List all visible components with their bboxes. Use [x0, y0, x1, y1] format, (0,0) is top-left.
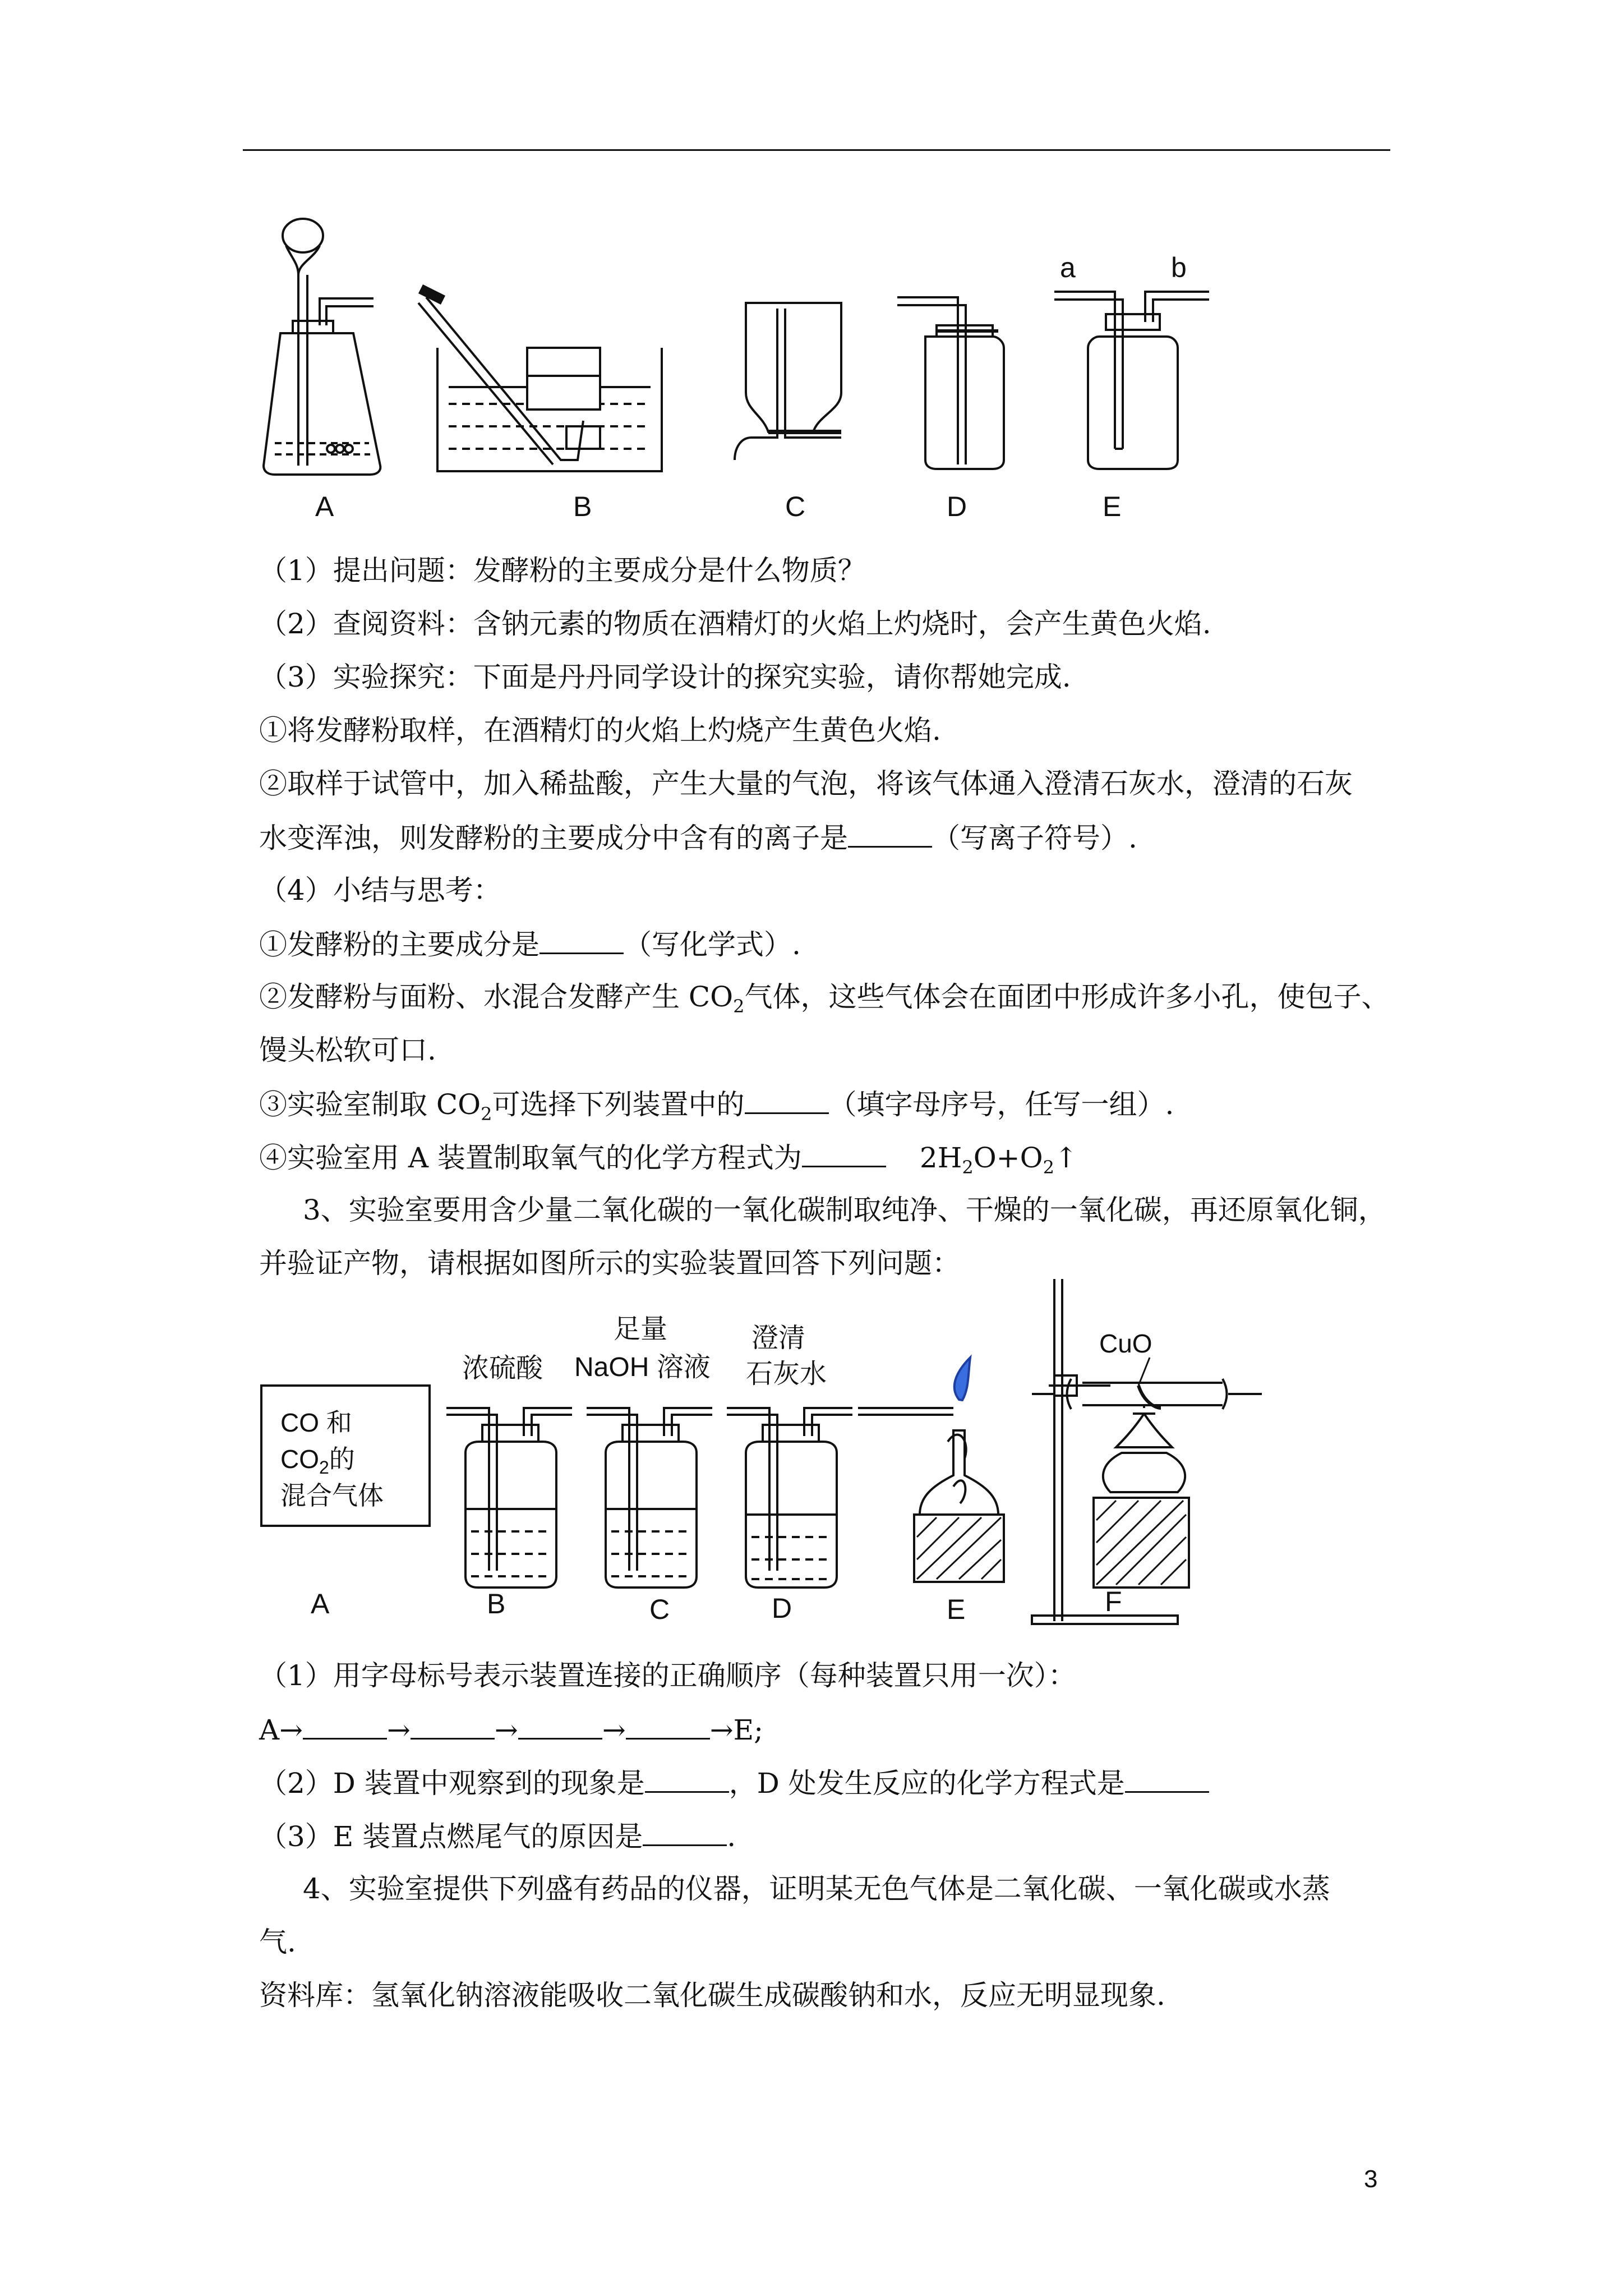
fig1-port-b: b — [1171, 252, 1187, 283]
gas-box-line-1: CO 和 — [280, 1408, 352, 1437]
apparatus-d-gas-bottle — [897, 297, 1004, 469]
gas-box-line-2: $CO_2$的 — [280, 1444, 355, 1478]
answer-blank-equation[interactable] — [802, 1139, 886, 1167]
fig1-label-b: B — [573, 491, 592, 522]
q2-line-4: ①将发酵粉取样，在酒精灯的火焰上灼烧产生黄色火焰. — [259, 714, 941, 747]
q2-line-2: （2）查阅资料：含钠元素的物质在酒精灯的火焰上灼烧时，会产生黄色火焰. — [259, 608, 1211, 640]
q2-line-5: ②取样于试管中，加入稀盐酸，产生大量的气泡，将该气体通入澄清石灰水，澄清的石灰 — [259, 767, 1353, 800]
q3-line-1: （1）用字母标号表示装置连接的正确顺序（每种装置只用一次）： — [259, 1659, 1076, 1692]
fig2-label-d: D — [772, 1593, 792, 1624]
q2-line-3: （3）实验探究：下面是丹丹同学设计的探究实验，请你帮她完成. — [259, 661, 1071, 693]
answer-blank-seq-1[interactable] — [303, 1711, 387, 1740]
q2-line-8: ①发酵粉的主要成分是 （写化学式）. — [259, 926, 1403, 963]
fig1-label-a: A — [315, 491, 334, 522]
fig1-label-e: E — [1103, 491, 1122, 522]
gas-box-line-3: 混合气体 — [280, 1481, 384, 1510]
page-number: 3 — [1364, 2165, 1378, 2193]
q3-intro-1: 3、实验室要用含少量二氧化碳的一氧化碳制取纯净、干燥的一氧化碳，再还原氧化铜， — [303, 1194, 1386, 1226]
q2-line-6: 水变浑浊，则发酵粉的主要成分中含有的离子是 （写离子符号）. — [259, 819, 1403, 856]
reagent-label-d-2: 石灰水 — [746, 1359, 827, 1389]
q3-intro-2: 并验证产物，请根据如图所示的实验装置回答下列问题： — [259, 1247, 960, 1280]
apparatus-e-burner — [858, 1358, 1004, 1582]
bottle-d-limewater — [727, 1408, 852, 1588]
fig1-label-d: D — [947, 491, 967, 522]
answer-blank-formula[interactable] — [540, 926, 624, 954]
apparatus-c-inverted-bottle — [735, 303, 841, 460]
q4-intro-2: 气. — [259, 1926, 296, 1958]
q4-intro-1: 4、实验室提供下列盛有药品的仪器，证明某无色气体是二氧化碳、一氧化碳或水蒸 — [303, 1872, 1330, 1905]
q4-info: 资料库：氢氧化钠溶液能吸收二氧化碳生成碳酸钠和水，反应无明显现象. — [259, 1979, 1165, 2012]
reagent-label-c-2: NaOH 溶液 — [574, 1352, 711, 1382]
answer-blank-seq-4[interactable] — [626, 1711, 710, 1740]
q2-line-10: 馒头松软可口. — [259, 1034, 436, 1066]
answer-blank-d-equation[interactable] — [1125, 1764, 1209, 1793]
cuo-label: CuO — [1099, 1329, 1152, 1358]
answer-blank-apparatus[interactable] — [745, 1085, 829, 1114]
answer-blank-reason[interactable] — [643, 1818, 727, 1846]
reagent-label-c-1: 足量 — [614, 1314, 668, 1344]
fig2-label-b: B — [487, 1588, 506, 1619]
fig1-label-c: C — [785, 491, 806, 522]
reagent-label-d-1: 澄清 — [751, 1323, 806, 1353]
q3-line-4: （3）E 装置点燃尾气的原因是 . — [259, 1818, 1403, 1855]
fig2-label-f: F — [1105, 1586, 1122, 1617]
apparatus-a-flask — [264, 219, 380, 475]
fig2-label-a: A — [311, 1588, 330, 1619]
apparatus-figure-1 — [247, 213, 1256, 494]
q2-line-12: ④实验室用 A 装置制取氧气的化学方程式为 $2H_2O+O_2↑$ — [259, 1139, 1403, 1185]
q3-line-3: （2）D 装置中观察到的现象是 ，D 处发生反应的化学方程式是 — [259, 1764, 1403, 1801]
fig2-label-e: E — [947, 1594, 966, 1625]
q3-line-2: A→ → → → →E; — [259, 1711, 1403, 1748]
bottle-c-naoh — [587, 1408, 712, 1588]
answer-blank-seq-3[interactable] — [518, 1711, 602, 1740]
answer-blank-ion[interactable] — [848, 819, 932, 848]
answer-blank-phenomenon[interactable] — [645, 1764, 729, 1793]
reagent-label-b: 浓硫酸 — [462, 1354, 543, 1383]
q2-line-11: ③实验室制取 $CO_2$可选择下列装置中的 （填字母序号，任写一组）. — [259, 1085, 1403, 1132]
header-rule — [243, 149, 1390, 151]
answer-blank-seq-2[interactable] — [411, 1711, 495, 1740]
apparatus-b-trough — [418, 289, 662, 471]
fig1-port-a: a — [1060, 252, 1076, 283]
fig2-label-c: C — [649, 1594, 670, 1625]
q2-line-7: （4）小结与思考： — [259, 874, 501, 907]
apparatus-e-wash-bottle — [1054, 292, 1209, 469]
q2-line-1: （1）提出问题：发酵粉的主要成分是什么物质？ — [259, 554, 866, 587]
q2-line-9: ②发酵粉与面粉、水混合发酵产生 $CO_2$气体，这些气体会在面团中形成许多小孔，使包子、 — [259, 981, 1390, 1017]
bottle-b-sulfuric-acid — [446, 1408, 572, 1588]
